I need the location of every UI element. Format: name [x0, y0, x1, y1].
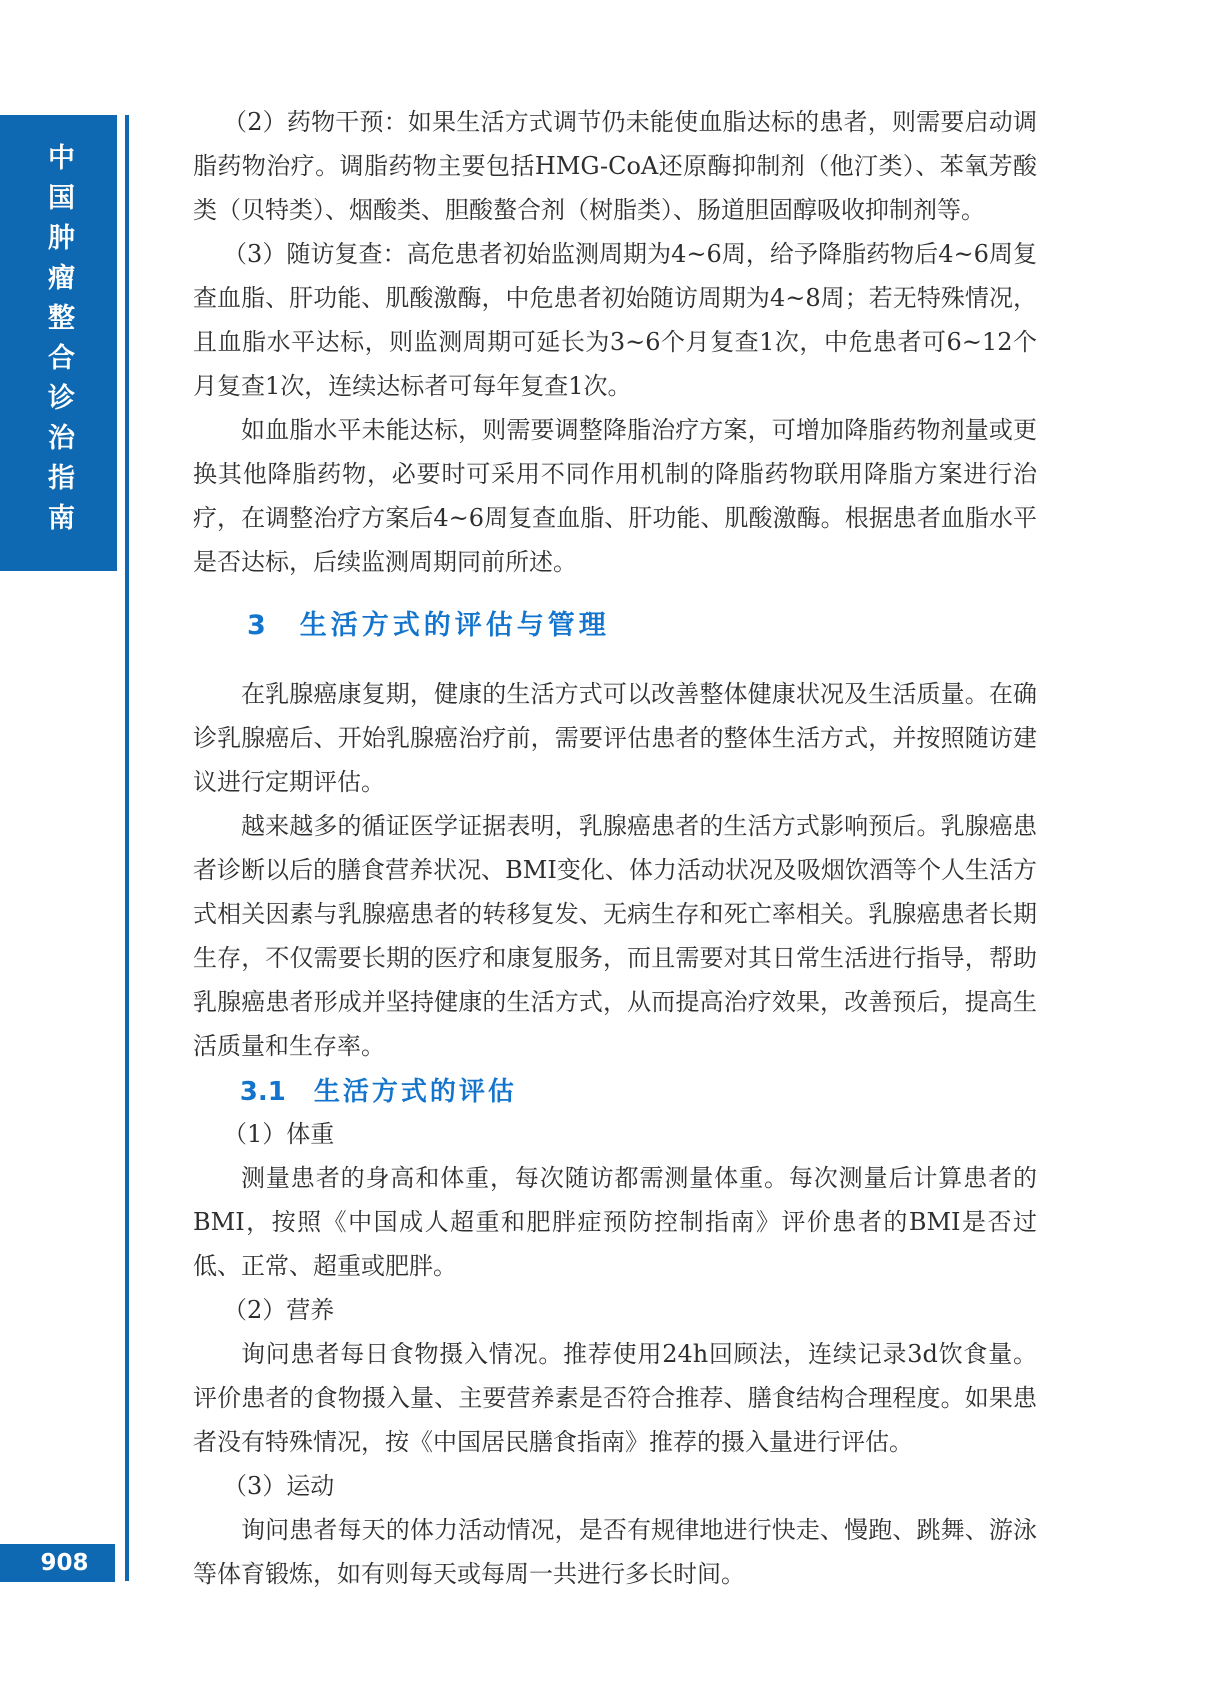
- subsection-heading: [193, 1072, 1037, 1112]
- body-paragraph: 测量患者的身高和体重，每次随访都需测量体重。每次测量后计算患者的BMI，按照《中国成人超重和肥胖症预防控制指南》评价患者的BMI是否过低、正常、超重或肥胖。: [193, 1164, 1037, 1280]
- body-paragraph: 在乳腺癌康复期，健康的生活方式可以改善整体健康状况及生活质量。在确诊乳腺癌后、开始乳腺癌治疗前，需要评估患者的整体生活方式，并按照随访建议进行定期评估。: [193, 680, 1037, 796]
- page-number-badge: 908: [0, 1544, 115, 1582]
- book-spine-title: [0, 115, 117, 571]
- body-paragraph: （2）药物干预：如果生活方式调节仍未能使血脂达标的患者，则需要启动调脂药物治疗。调脂药物主要包括HMG-CoA还原酶抑制剂（他汀类）、苯氧芳酸类（贝特类）、烟酸类、胆酸螯合剂（树脂类）、肠道胆固醇吸收抑制剂等。: [193, 108, 1037, 224]
- body-paragraph: 如血脂水平未能达标，则需要调整降脂治疗方案，可增加降脂药物剂量或更换其他降脂药物，必要时可采用不同作用机制的降脂药物联用降脂方案进行治疗，在调整治疗方案后4~6周复查血脂、肝功能、肌酸激酶。根据患者血脂水平是否达标，后续监测周期同前所述。: [193, 416, 1037, 576]
- section-heading: [193, 606, 1037, 646]
- section-title: 生活方式的评估与管理: [299, 610, 610, 641]
- body-paragraph: 越来越多的循证医学证据表明，乳腺癌患者的生活方式影响预后。乳腺癌患者诊断以后的膳食营养状况、BMI变化、体力活动状况及吸烟饮酒等个人生活方式相关因素与乳腺癌患者的转移复发、无病生存和死亡率相关。乳腺癌患者长期生存，不仅需要长期的医疗和康复服务，而且需要对其日常生活进行指导，帮助乳腺癌患者形成并坚持健康的生活方式，从而提高治疗效果，改善预后，提高生活质量和生存率。: [193, 812, 1037, 1060]
- body-paragraph: （3）随访复查：高危患者初始监测周期为4~6周，给予降脂药物后4~6周复查血脂、肝功能、肌酸激酶，中危患者初始随访周期为4~8周；若无特殊情况，且血脂水平达标，则监测周期可延长为3~6个月复查1次，中危患者可6~12个月复查1次，连续达标者可每年复查1次。: [193, 240, 1037, 400]
- subsection-title: 生活方式的评估: [313, 1077, 517, 1107]
- item-label-paragraph: （2）营养: [223, 1296, 335, 1324]
- margin-rule: [125, 115, 129, 1581]
- item-label-paragraph: （1）体重: [223, 1120, 335, 1148]
- body-paragraph: 询问患者每天的体力活动情况，是否有规律地进行快走、慢跑、跳舞、游泳等体育锻炼，如有则每天或每周一共进行多长时间。: [193, 1516, 1037, 1588]
- body-paragraph: 询问患者每日食物摄入情况。推荐使用24h回顾法，连续记录3d饮食量。评价患者的食物摄入量、主要营养素是否符合推荐、膳食结构合理程度。如果患者没有特殊情况，按《中国居民膳食指南》推荐的摄入量进行评估。: [193, 1340, 1037, 1456]
- subsection-number: 3.1: [239, 1077, 286, 1107]
- spine-title-text: 中国肿瘤整合诊治指南: [43, 143, 74, 543]
- item-label-paragraph: （3）运动: [223, 1472, 335, 1500]
- content-area: [193, 100, 1037, 1596]
- section-number: 3: [247, 610, 266, 641]
